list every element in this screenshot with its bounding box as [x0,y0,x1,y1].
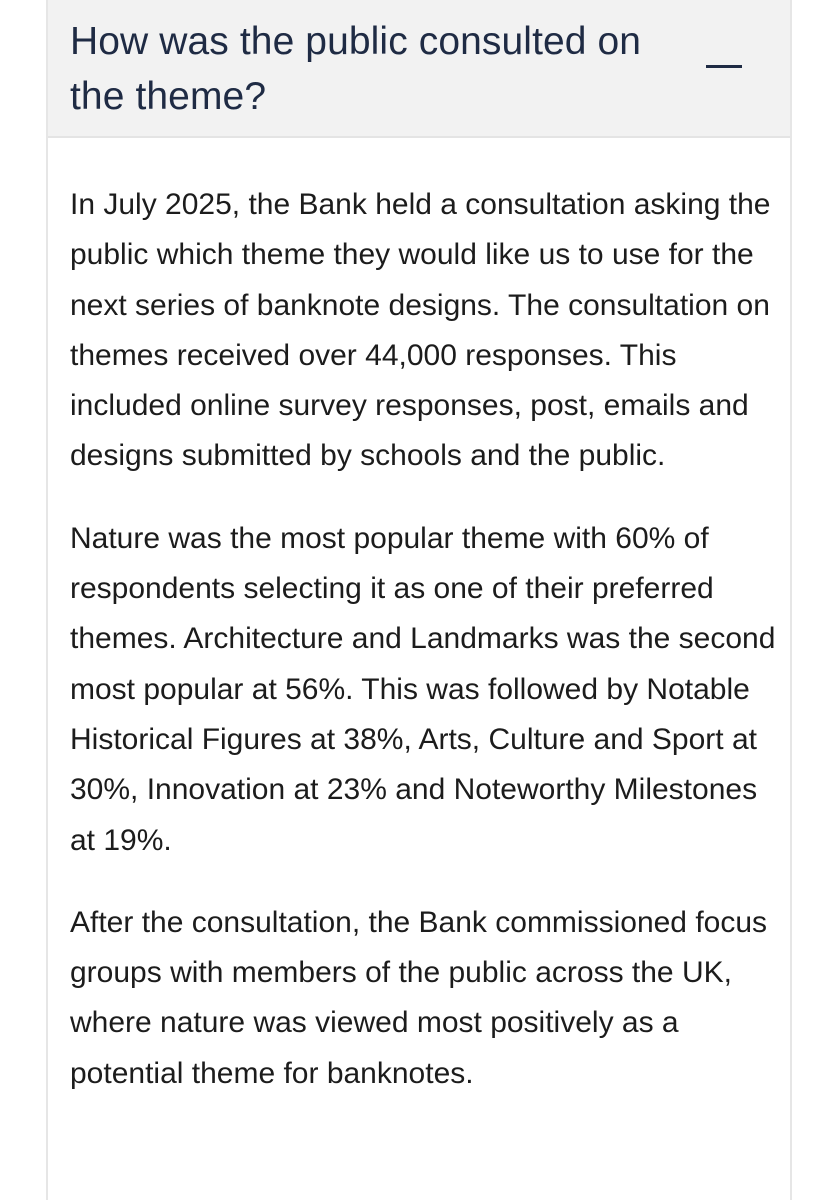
accordion-title: How was the public consulted on the theme? [70,20,642,118]
accordion-header[interactable] [48,0,790,138]
paragraph-results: Nature was the most popular theme with 60% of respondents selecting it as one of their preferred themes. Architecture and Landmarks was the second most popular at 56%. This was followed by Notable Historical Figures at 38%, Arts, Culture and Sport at 30%, Innovation at 23% and Noteworthy Milestones at 19%. [70,521,776,857]
paragraph-focus-groups: After the consultation, the Bank commissioned focus groups with members of the public across the UK, where nature was viewed most positively as a potential theme for banknotes. [70,905,768,1090]
collapse-toggle-button[interactable] [704,40,744,68]
paragraph-consultation: In July 2025, the Bank held a consultation asking the public which theme they would like us to use for the next series of banknote designs. The consultation on themes received over 44,000 responses. This included online survey responses, post, emails and designs submitted by schools and the public. [70,188,771,473]
accordion-content [70,180,780,1131]
accordion-panel [46,0,792,1200]
minus-icon [706,65,742,68]
